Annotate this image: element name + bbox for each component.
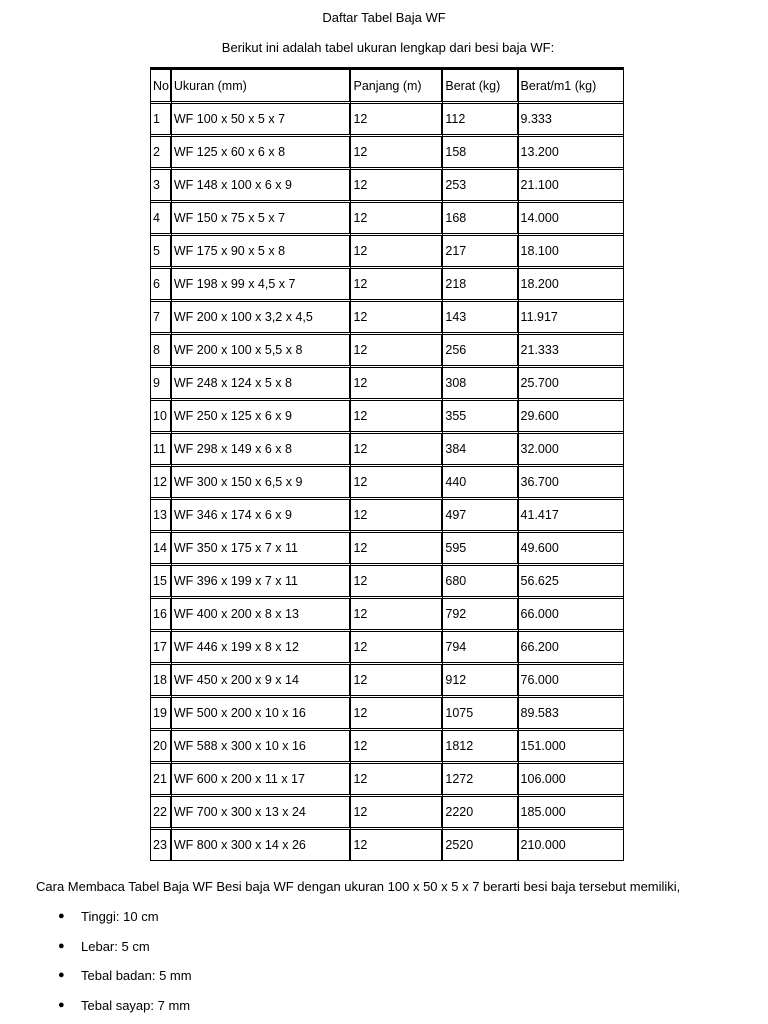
cell-berat: 355 xyxy=(443,398,518,431)
cell-berat-per-m: 11.917 xyxy=(519,299,623,332)
cell-berat: 912 xyxy=(443,662,518,695)
cell-panjang: 12 xyxy=(351,761,443,794)
cell-berat: 2220 xyxy=(443,794,518,827)
spec-list xyxy=(36,902,192,1020)
cell-berat-per-m: 21.333 xyxy=(519,332,623,365)
cell-no: 16 xyxy=(151,596,172,629)
cell-panjang: 12 xyxy=(351,629,443,662)
bullet-icon: ● xyxy=(58,910,65,922)
table-row xyxy=(151,134,623,167)
cell-ukuran: WF 700 x 300 x 13 x 24 xyxy=(172,794,352,827)
cell-ukuran: WF 250 x 125 x 6 x 9 xyxy=(172,398,352,431)
table-row xyxy=(151,101,623,134)
table-row xyxy=(151,365,623,398)
spec-flange-thickness: Tebal sayap: 7 mm xyxy=(81,997,191,1013)
cell-panjang: 12 xyxy=(351,365,443,398)
cell-berat-per-m: 18.100 xyxy=(519,233,623,266)
cell-no: 14 xyxy=(151,530,172,563)
cell-no: 9 xyxy=(151,365,172,398)
cell-ukuran: WF 198 x 99 x 4,5 x 7 xyxy=(172,266,352,299)
cell-panjang: 12 xyxy=(351,662,443,695)
cell-berat-per-m: 25.700 xyxy=(519,365,623,398)
wf-steel-table xyxy=(150,67,624,861)
cell-no: 6 xyxy=(151,266,172,299)
header-berat-per-m: Berat/m1 (kg) xyxy=(519,68,623,101)
cell-berat-per-m: 36.700 xyxy=(519,464,623,497)
cell-ukuran: WF 588 x 300 x 10 x 16 xyxy=(172,728,352,761)
cell-ukuran: WF 200 x 100 x 3,2 x 4,5 xyxy=(172,299,352,332)
cell-panjang: 12 xyxy=(351,134,443,167)
cell-berat-per-m: 21.100 xyxy=(519,167,623,200)
cell-berat-per-m: 66.200 xyxy=(519,629,623,662)
cell-berat: 384 xyxy=(443,431,518,464)
cell-berat-per-m: 66.000 xyxy=(519,596,623,629)
cell-panjang: 12 xyxy=(351,299,443,332)
cell-no: 17 xyxy=(151,629,172,662)
cell-berat-per-m: 106.000 xyxy=(519,761,623,794)
header-berat: Berat (kg) xyxy=(443,68,518,101)
cell-berat: 595 xyxy=(443,530,518,563)
cell-berat: 158 xyxy=(443,134,518,167)
bullet-icon: ● xyxy=(58,939,65,952)
cell-no: 2 xyxy=(151,134,172,167)
cell-no: 19 xyxy=(151,695,172,728)
cell-berat-per-m: 29.600 xyxy=(519,398,623,431)
header-ukuran: Ukuran (mm) xyxy=(172,68,352,101)
spec-height: Tinggi: 10 cm xyxy=(81,909,159,924)
cell-panjang: 12 xyxy=(351,332,443,365)
list-item xyxy=(36,932,192,962)
cell-ukuran: WF 400 x 200 x 8 x 13 xyxy=(172,596,352,629)
cell-berat-per-m: 13.200 xyxy=(519,134,623,167)
cell-ukuran: WF 148 x 100 x 6 x 9 xyxy=(172,167,352,200)
cell-ukuran: WF 500 x 200 x 10 x 16 xyxy=(172,695,352,728)
cell-berat-per-m: 210.000 xyxy=(519,827,623,860)
cell-no: 8 xyxy=(151,332,172,365)
list-item xyxy=(36,902,192,932)
cell-ukuran: WF 600 x 200 x 11 x 17 xyxy=(172,761,352,794)
table-row xyxy=(151,629,623,662)
cell-no: 23 xyxy=(151,827,172,860)
cell-berat: 497 xyxy=(443,497,518,530)
table-row xyxy=(151,695,623,728)
intro-text: Berikut ini adalah tabel ukuran lengkap dari besi baja WF: xyxy=(221,40,555,55)
cell-no: 20 xyxy=(151,728,172,761)
table-row xyxy=(151,497,623,530)
header-no: No xyxy=(151,68,172,101)
bullet-icon: ● xyxy=(58,998,65,1011)
table-row xyxy=(151,563,623,596)
cell-berat-per-m: 185.000 xyxy=(519,794,623,827)
cell-berat-per-m: 89.583 xyxy=(519,695,623,728)
cell-ukuran: WF 350 x 175 x 7 x 11 xyxy=(172,530,352,563)
table-row xyxy=(151,794,623,827)
cell-berat: 256 xyxy=(443,332,518,365)
table-row xyxy=(151,266,623,299)
cell-panjang: 12 xyxy=(351,563,443,596)
cell-berat: 794 xyxy=(443,629,518,662)
cell-ukuran: WF 100 x 50 x 5 x 7 xyxy=(172,101,352,134)
cell-panjang: 12 xyxy=(351,464,443,497)
cell-ukuran: WF 150 x 75 x 5 x 7 xyxy=(172,200,352,233)
cell-no: 13 xyxy=(151,497,172,530)
cell-berat-per-m: 56.625 xyxy=(519,563,623,596)
cell-ukuran: WF 175 x 90 x 5 x 8 xyxy=(172,233,352,266)
cell-panjang: 12 xyxy=(351,695,443,728)
cell-no: 15 xyxy=(151,563,172,596)
table-row xyxy=(151,530,623,563)
cell-berat: 168 xyxy=(443,200,518,233)
cell-panjang: 12 xyxy=(351,233,443,266)
cell-ukuran: WF 298 x 149 x 6 x 8 xyxy=(172,431,352,464)
table-row xyxy=(151,299,623,332)
cell-no: 5 xyxy=(151,233,172,266)
cell-no: 10 xyxy=(151,398,172,431)
cell-no: 3 xyxy=(151,167,172,200)
cell-berat: 680 xyxy=(443,563,518,596)
table-row xyxy=(151,728,623,761)
cell-panjang: 12 xyxy=(351,266,443,299)
cell-berat: 1075 xyxy=(443,695,518,728)
cell-no: 7 xyxy=(151,299,172,332)
cell-berat-per-m: 14.000 xyxy=(519,200,623,233)
cell-no: 12 xyxy=(151,464,172,497)
cell-no: 11 xyxy=(151,431,172,464)
cell-berat-per-m: 41.417 xyxy=(519,497,623,530)
cell-berat: 217 xyxy=(443,233,518,266)
cell-ukuran: WF 800 x 300 x 14 x 26 xyxy=(172,827,352,860)
cell-no: 1 xyxy=(151,101,172,134)
table-row xyxy=(151,827,623,860)
cell-berat: 1812 xyxy=(443,728,518,761)
cell-panjang: 12 xyxy=(351,596,443,629)
cell-berat-per-m: 76.000 xyxy=(519,662,623,695)
cell-berat-per-m: 9.333 xyxy=(519,101,623,134)
table-row xyxy=(151,761,623,794)
cell-panjang: 12 xyxy=(351,728,443,761)
cell-panjang: 12 xyxy=(351,167,443,200)
cell-no: 4 xyxy=(151,200,172,233)
cell-no: 22 xyxy=(151,794,172,827)
cell-berat: 308 xyxy=(443,365,518,398)
table-row xyxy=(151,200,623,233)
spec-width: Lebar: 5 cm xyxy=(81,938,150,954)
cell-ukuran: WF 396 x 199 x 7 x 11 xyxy=(172,563,352,596)
cell-panjang: 12 xyxy=(351,398,443,431)
cell-no: 21 xyxy=(151,761,172,794)
cell-berat-per-m: 18.200 xyxy=(519,266,623,299)
table-row xyxy=(151,398,623,431)
document-title: Daftar Tabel Baja WF xyxy=(322,10,446,25)
table-row xyxy=(151,464,623,497)
cell-ukuran: WF 346 x 174 x 6 x 9 xyxy=(172,497,352,530)
table-row xyxy=(151,332,623,365)
cell-berat: 440 xyxy=(443,464,518,497)
table-header-row xyxy=(151,68,623,101)
cell-ukuran: WF 446 x 199 x 8 x 12 xyxy=(172,629,352,662)
bullet-icon: ● xyxy=(58,969,65,981)
reading-note: Cara Membaca Tabel Baja WF Besi baja WF dengan ukuran 100 x 50 x 5 x 7 berarti besi baja tersebut memiliki, xyxy=(36,879,681,894)
cell-berat-per-m: 49.600 xyxy=(519,530,623,563)
cell-panjang: 12 xyxy=(351,827,443,860)
cell-berat-per-m: 32.000 xyxy=(519,431,623,464)
cell-ukuran: WF 248 x 124 x 5 x 8 xyxy=(172,365,352,398)
cell-ukuran: WF 125 x 60 x 6 x 8 xyxy=(172,134,352,167)
cell-panjang: 12 xyxy=(351,101,443,134)
list-item xyxy=(36,961,192,991)
cell-berat: 253 xyxy=(443,167,518,200)
table-row xyxy=(151,662,623,695)
cell-ukuran: WF 300 x 150 x 6,5 x 9 xyxy=(172,464,352,497)
header-panjang: Panjang (m) xyxy=(351,68,443,101)
cell-berat: 1272 xyxy=(443,761,518,794)
cell-berat: 2520 xyxy=(443,827,518,860)
cell-panjang: 12 xyxy=(351,431,443,464)
table-row xyxy=(151,596,623,629)
table-row xyxy=(151,167,623,200)
cell-ukuran: WF 200 x 100 x 5,5 x 8 xyxy=(172,332,352,365)
cell-berat-per-m: 151.000 xyxy=(519,728,623,761)
spec-web-thickness: Tebal badan: 5 mm xyxy=(81,968,192,983)
cell-berat: 792 xyxy=(443,596,518,629)
table-row xyxy=(151,431,623,464)
cell-no: 18 xyxy=(151,662,172,695)
cell-berat: 112 xyxy=(443,101,518,134)
cell-panjang: 12 xyxy=(351,497,443,530)
cell-panjang: 12 xyxy=(351,200,443,233)
table-row xyxy=(151,233,623,266)
cell-panjang: 12 xyxy=(351,530,443,563)
cell-ukuran: WF 450 x 200 x 9 x 14 xyxy=(172,662,352,695)
list-item xyxy=(36,991,192,1021)
cell-panjang: 12 xyxy=(351,794,443,827)
cell-berat: 218 xyxy=(443,266,518,299)
cell-berat: 143 xyxy=(443,299,518,332)
